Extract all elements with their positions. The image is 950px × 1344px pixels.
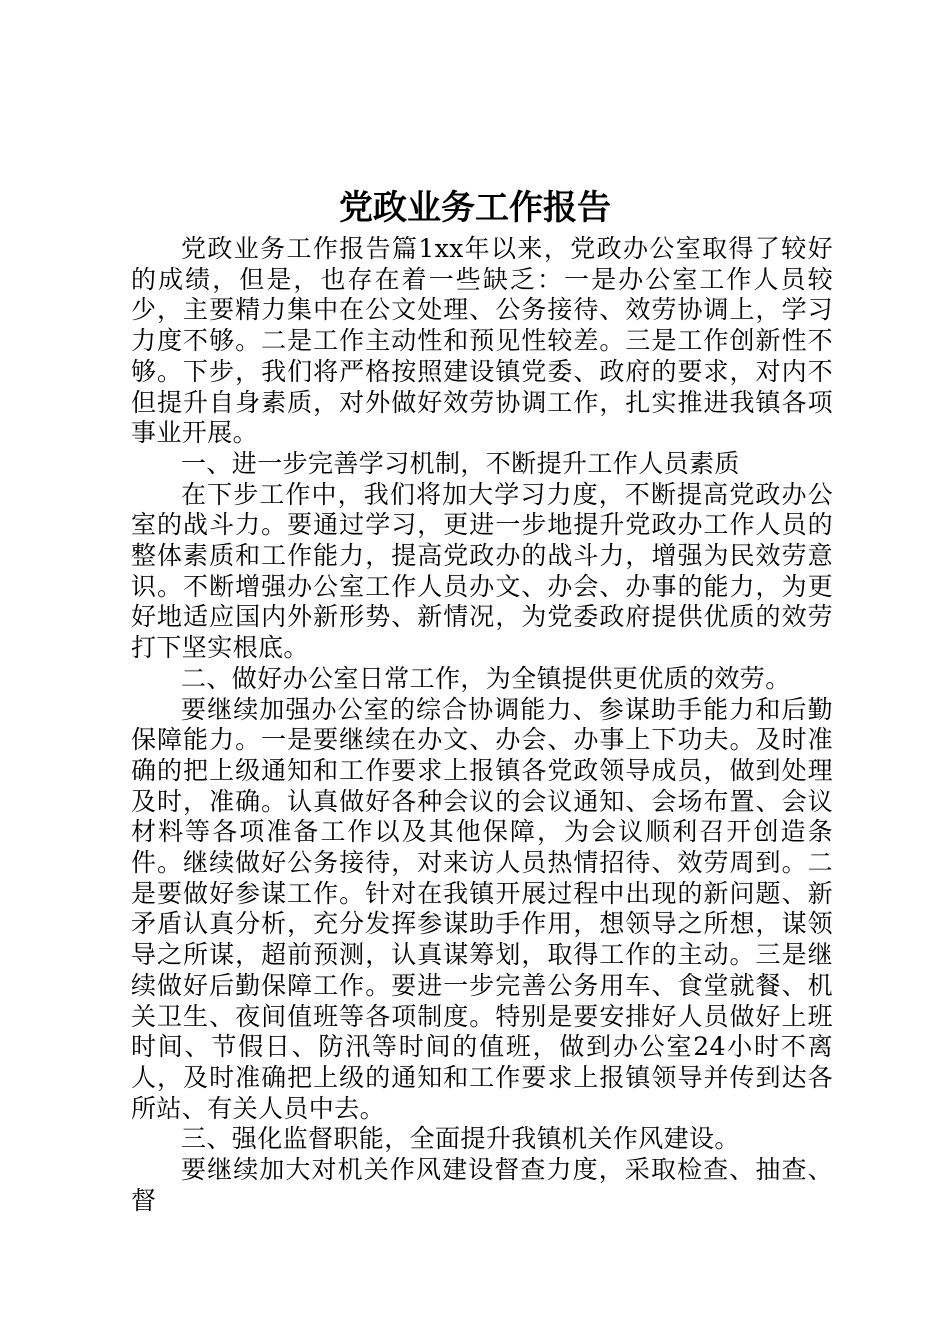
section-heading-2: 二、做好办公室日常工作，为全镇提供更优质的效劳。 bbox=[181, 663, 791, 693]
paragraph-section-2: 要继续加强办公室的综合协调能力、参谋助手能力和后勤保障能力。一是要继续在办文、办会、办事上下功夫。及时准确的把上级通知和工作要求上报镇各党政领导成员，做到处理及时，准确。认真做好各种会议的会议通知、会场布置、会议材料等各项准备工作以及其他保障，为会议顺利召开创造条件。继续做好公务接待，对来访人员热情招待、效劳周到。二是要做好参谋工作。针对在我镇开展过程中出现的新问题、新矛盾认真分析，充分发挥参谋助手作用，想领导之所想，谋领导之所谋，超前预测，认真谋筹划，取得工作的主动。三是继续做好后勤保障工作。要进一步完善公务用车、食堂就餐、机关卫生、夜间值班等各项制度。特别是要安排好人员做好上班时间、节假日、防汛等时间的值班，做到办公室24小时不离人，及时准确把上级的通知和工作要求上报镇领导并传到达各所站、有关人员中去。 bbox=[131, 694, 833, 1123]
section-heading-1: 一、进一步完善学习机制，不断提升工作人员素质 bbox=[181, 448, 740, 478]
paragraph-section-3: 要继续加大对机关作风建设督查力度，采取检查、抽查、督 bbox=[131, 1155, 833, 1215]
section-heading-3: 三、强化监督职能，全面提升我镇机关作风建设。 bbox=[181, 1124, 740, 1154]
document-title: 党政业务工作报告 bbox=[339, 188, 611, 228]
document-body bbox=[131, 234, 833, 1217]
paragraph-intro: 党政业务工作报告篇1xx年以来，党政办公室取得了较好的成绩，但是，也存在着一些缺乏：一是办公室工作人员较少，主要精力集中在公文处理、公务接待、效劳协调上，学习力度不够。二是工作主动性和预见性较差。三是工作创新性不够。下步，我们将严格按照建设镇党委、政府的要求，对内不但提升自身素质，对外做好效劳协调工作，扎实推进我镇各项事业开展。 bbox=[131, 234, 833, 448]
paragraph-section-1: 在下步工作中，我们将加大学习力度，不断提高党政办公室的战斗力。要通过学习，更进一步地提升党政办工作人员的整体素质和工作能力，提高党政办的战斗力，增强为民效劳意识。不断增强办公室工作人员办文、办会、办事的能力，为更好地适应国内外新形势、新情况，为党委政府提供优质的效劳打下坚实根底。 bbox=[131, 479, 833, 663]
